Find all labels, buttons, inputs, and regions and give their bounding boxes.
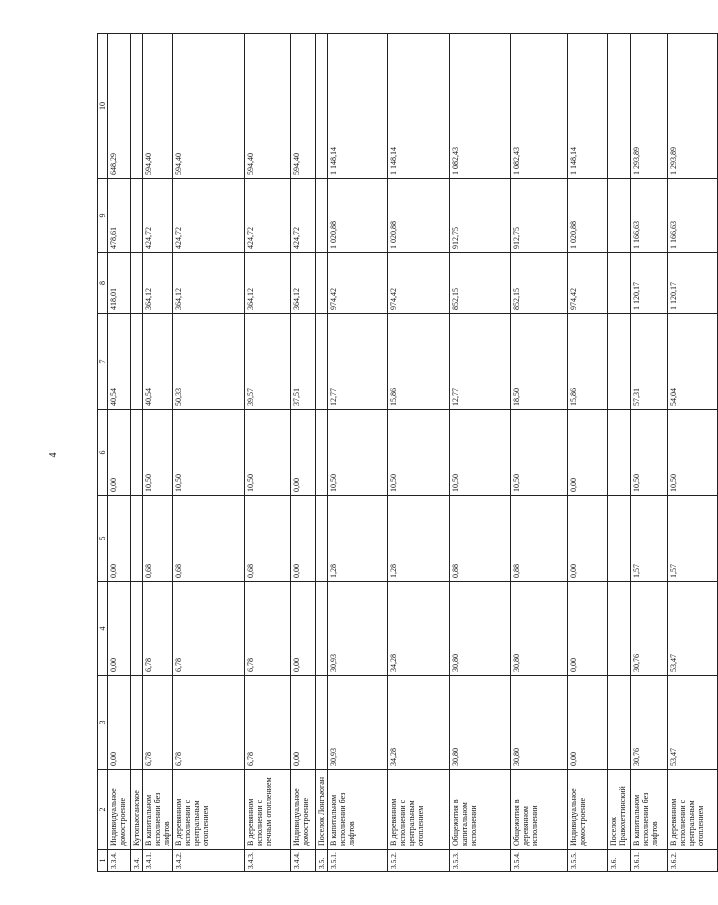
value-cell-col6: 0,00: [291, 410, 316, 496]
value-cell-col6: 10,50: [450, 410, 511, 496]
value-cell-col4: 34,28: [388, 582, 450, 676]
row-name-cell: Индивидуальное домостроение: [291, 770, 316, 850]
rotated-table-container: [97, 34, 705, 872]
value-cell-col9: 424,72: [245, 179, 291, 253]
value-cell-col3: [131, 676, 143, 770]
row-name-cell: Кутопьюганское: [131, 770, 143, 850]
column-number-6: 6: [98, 410, 108, 496]
value-cell-col9: 424,72: [291, 179, 316, 253]
row-name-cell: В деревянном исполнении с центральным отоплением: [173, 770, 245, 850]
value-cell-col7: 15,86: [568, 314, 608, 410]
table-row: [450, 34, 511, 872]
table-row: [291, 34, 316, 872]
value-cell-col10: 1 082,43: [511, 34, 568, 179]
column-number-9: 9: [98, 179, 108, 253]
value-cell-col4: 30,93: [328, 582, 388, 676]
row-name-cell: В деревянном исполнении с центральным отоплением: [388, 770, 450, 850]
value-cell-col8: [316, 253, 328, 314]
table-row: [511, 34, 568, 872]
row-name-cell: Поселок Правохеттинский: [608, 770, 631, 850]
row-name-cell: В деревянном исполнении с печным отоплением: [245, 770, 291, 850]
value-cell-col8: 974,42: [388, 253, 450, 314]
table-row: [328, 34, 388, 872]
value-cell-col3: 6,78: [143, 676, 173, 770]
value-cell-col4: 0,00: [291, 582, 316, 676]
value-cell-col9: 1 166,63: [631, 179, 668, 253]
value-cell-col5: [131, 496, 143, 582]
row-code-cell: 3.4.1.: [143, 850, 173, 872]
value-cell-col7: 12,77: [328, 314, 388, 410]
value-cell-col10: 1 148,14: [328, 34, 388, 179]
value-cell-col8: 1 120,17: [668, 253, 718, 314]
row-code-cell: 3.6.: [608, 850, 631, 872]
value-cell-col5: 0,68: [245, 496, 291, 582]
value-cell-col9: [316, 179, 328, 253]
value-cell-col3: 6,78: [173, 676, 245, 770]
value-cell-col8: [131, 253, 143, 314]
value-cell-col6: [316, 410, 328, 496]
value-cell-col4: [608, 582, 631, 676]
row-code-cell: 3.5.4.: [511, 850, 568, 872]
page-number: 4: [48, 452, 59, 458]
value-cell-col4: 30,80: [450, 582, 511, 676]
row-code-cell: 3.4.2.: [173, 850, 245, 872]
value-cell-col10: 648,29: [108, 34, 131, 179]
row-name-cell: В капитальном исполнении без лифтов: [328, 770, 388, 850]
value-cell-col10: 1 148,14: [568, 34, 608, 179]
value-cell-col4: 6,78: [245, 582, 291, 676]
value-cell-col10: 1 148,14: [388, 34, 450, 179]
value-cell-col8: 1 120,17: [631, 253, 668, 314]
table-row: [631, 34, 668, 872]
table-row: [173, 34, 245, 872]
value-cell-col9: 912,75: [511, 179, 568, 253]
value-cell-col5: 0,00: [291, 496, 316, 582]
value-cell-col6: [131, 410, 143, 496]
value-cell-col5: 0,68: [143, 496, 173, 582]
value-cell-col8: 364,12: [291, 253, 316, 314]
value-cell-col7: 39,57: [245, 314, 291, 410]
value-cell-col3: [316, 676, 328, 770]
row-code-cell: 3.4.4.: [291, 850, 316, 872]
value-cell-col8: 418,01: [108, 253, 131, 314]
value-cell-col3: 6,78: [245, 676, 291, 770]
value-cell-col7: 50,33: [173, 314, 245, 410]
row-name-cell: Индивидуальное домостроение: [108, 770, 131, 850]
value-cell-col7: 18,50: [511, 314, 568, 410]
value-cell-col5: 1,57: [668, 496, 718, 582]
value-cell-col6: 0,00: [568, 410, 608, 496]
value-cell-col4: 30,76: [631, 582, 668, 676]
column-number-10: 10: [98, 34, 108, 179]
value-cell-col3: 53,47: [668, 676, 718, 770]
value-cell-col6: 0,00: [108, 410, 131, 496]
value-cell-col3: 30,76: [631, 676, 668, 770]
value-cell-col4: 0,00: [568, 582, 608, 676]
table-row: [131, 34, 143, 872]
row-name-cell: В деревянном исполнении с центральным отоплением: [668, 770, 718, 850]
value-cell-col8: 974,42: [568, 253, 608, 314]
value-cell-col10: 594,40: [143, 34, 173, 179]
value-cell-col6: 10,50: [328, 410, 388, 496]
value-cell-col8: 974,42: [328, 253, 388, 314]
value-cell-col10: [131, 34, 143, 179]
value-cell-col5: 1,57: [631, 496, 668, 582]
value-cell-col3: 30,80: [450, 676, 511, 770]
table-row: [608, 34, 631, 872]
value-cell-col5: 1,28: [328, 496, 388, 582]
value-cell-col9: [131, 179, 143, 253]
value-cell-col7: [131, 314, 143, 410]
value-cell-col5: 0,88: [450, 496, 511, 582]
row-code-cell: 3.5.1.: [328, 850, 388, 872]
value-cell-col3: 30,80: [511, 676, 568, 770]
row-name-cell: Поселок Лонгъюган: [316, 770, 328, 850]
value-cell-col5: [316, 496, 328, 582]
column-number-1: 1: [98, 850, 108, 872]
value-cell-col10: [608, 34, 631, 179]
row-code-cell: 3.5.: [316, 850, 328, 872]
value-cell-col10: 1 082,43: [450, 34, 511, 179]
column-number-2: 2: [98, 770, 108, 850]
value-cell-col5: 0,00: [108, 496, 131, 582]
value-cell-col4: 0,00: [108, 582, 131, 676]
value-cell-col6: 10,50: [511, 410, 568, 496]
table-row: [668, 34, 718, 872]
value-cell-col9: 1 166,63: [668, 179, 718, 253]
row-name-cell: Индивидуальное домостроение: [568, 770, 608, 850]
value-cell-col10: 594,40: [291, 34, 316, 179]
value-cell-col6: 10,50: [388, 410, 450, 496]
value-cell-col6: 10,50: [173, 410, 245, 496]
value-cell-col9: [608, 179, 631, 253]
value-cell-col5: 0,00: [568, 496, 608, 582]
value-cell-col10: 594,40: [173, 34, 245, 179]
column-number-8: 8: [98, 253, 108, 314]
value-cell-col4: 6,78: [143, 582, 173, 676]
value-cell-col6: 10,50: [245, 410, 291, 496]
value-cell-col9: 478,61: [108, 179, 131, 253]
table-header-row: [98, 34, 108, 872]
value-cell-col7: 40,54: [108, 314, 131, 410]
row-code-cell: 3.4.3.: [245, 850, 291, 872]
value-cell-col7: 54,04: [668, 314, 718, 410]
value-cell-col10: 1 293,89: [668, 34, 718, 179]
value-cell-col5: 1,28: [388, 496, 450, 582]
value-cell-col6: 10,50: [668, 410, 718, 496]
value-cell-col8: 852,15: [450, 253, 511, 314]
value-cell-col8: 364,12: [143, 253, 173, 314]
value-cell-col7: 57,31: [631, 314, 668, 410]
value-cell-col3: 0,00: [108, 676, 131, 770]
table-row: [108, 34, 131, 872]
value-cell-col8: 364,12: [173, 253, 245, 314]
value-cell-col7: 15,86: [388, 314, 450, 410]
value-cell-col10: [316, 34, 328, 179]
table-row: [316, 34, 328, 872]
value-cell-col8: [608, 253, 631, 314]
value-cell-col9: 912,75: [450, 179, 511, 253]
value-cell-col9: 1 020,88: [328, 179, 388, 253]
value-cell-col4: 53,47: [668, 582, 718, 676]
value-cell-col6: [608, 410, 631, 496]
value-cell-col4: 30,80: [511, 582, 568, 676]
column-number-5: 5: [98, 496, 108, 582]
row-code-cell: 3.5.5.: [568, 850, 608, 872]
column-number-4: 4: [98, 582, 108, 676]
value-cell-col7: [316, 314, 328, 410]
value-cell-col10: 1 293,89: [631, 34, 668, 179]
value-cell-col6: 10,50: [631, 410, 668, 496]
row-code-cell: 3.3.4.: [108, 850, 131, 872]
value-cell-col9: 1 020,88: [388, 179, 450, 253]
value-cell-col9: 424,72: [143, 179, 173, 253]
row-code-cell: 3.5.2.: [388, 850, 450, 872]
value-cell-col5: [608, 496, 631, 582]
table-row: [388, 34, 450, 872]
value-cell-col4: 6,78: [173, 582, 245, 676]
row-code-cell: 3.5.3.: [450, 850, 511, 872]
value-cell-col6: 10,50: [143, 410, 173, 496]
value-cell-col8: 852,15: [511, 253, 568, 314]
value-cell-col5: 0,88: [511, 496, 568, 582]
column-number-7: 7: [98, 314, 108, 410]
row-name-cell: Общежития в деревянном исполнении: [511, 770, 568, 850]
value-cell-col4: [131, 582, 143, 676]
row-name-cell: Общежития в капитальном исполнении: [450, 770, 511, 850]
value-cell-col7: 37,51: [291, 314, 316, 410]
value-cell-col9: 1 020,88: [568, 179, 608, 253]
value-cell-col3: 0,00: [568, 676, 608, 770]
value-cell-col8: 364,12: [245, 253, 291, 314]
value-cell-col3: [608, 676, 631, 770]
value-cell-col3: 0,00: [291, 676, 316, 770]
value-cell-col3: 34,28: [388, 676, 450, 770]
value-cell-col7: 40,54: [143, 314, 173, 410]
tariff-table: [97, 33, 718, 872]
column-number-3: 3: [98, 676, 108, 770]
row-code-cell: 3.4.: [131, 850, 143, 872]
row-code-cell: 3.6.1.: [631, 850, 668, 872]
value-cell-col7: [608, 314, 631, 410]
value-cell-col9: 424,72: [173, 179, 245, 253]
value-cell-col4: [316, 582, 328, 676]
value-cell-col10: 594,40: [245, 34, 291, 179]
value-cell-col3: 30,93: [328, 676, 388, 770]
table-row: [143, 34, 173, 872]
table-row: [568, 34, 608, 872]
row-code-cell: 3.6.2.: [668, 850, 718, 872]
value-cell-col7: 12,77: [450, 314, 511, 410]
row-name-cell: В капитальном исполнении без лифтов: [631, 770, 668, 850]
table-row: [245, 34, 291, 872]
value-cell-col5: 0,68: [173, 496, 245, 582]
row-name-cell: В капитальном исполнении без лифтов: [143, 770, 173, 850]
